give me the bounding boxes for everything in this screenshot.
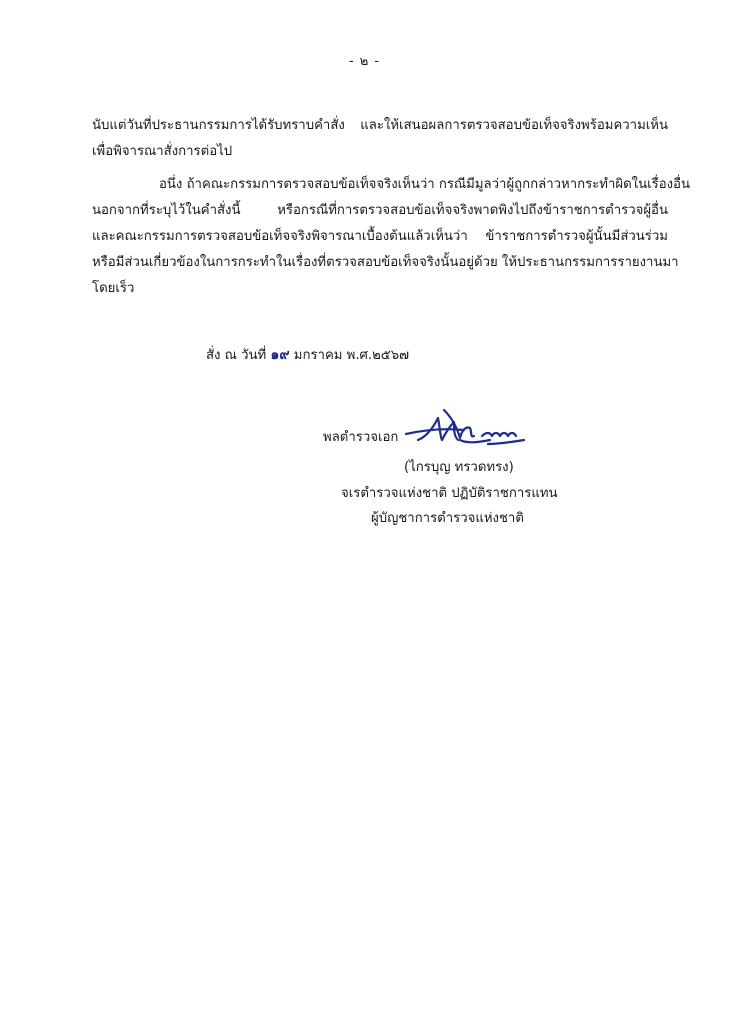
paragraph2-line-5: โดยเร็ว [92,281,135,296]
signatory-name: (ไกรบุญ ทรวดทรง) [404,460,514,475]
order-date-rest: มกราคม พ.ศ.๒๕๖๗ [293,348,410,363]
page-number: - ๒ - [348,54,381,69]
signatory-title-1: จเรตำรวจแห่งชาติ ปฏิบัติราชการแทน [341,486,558,501]
paragraph2-line-1: อนึ่ง ถ้าคณะกรรมการตรวจสอบข้อเท็จจริงเห็นว่า กรณีมีมูลว่าผู้ถูกกล่าวหากระทำผิดในเรื่องอื่น [159,177,690,192]
signatory-rank: พลตำรวจเอก [323,430,399,445]
handwritten-signature [404,406,530,456]
order-date-line [206,344,409,366]
paragraph2-line-3: และคณะกรรมการตรวจสอบข้อเท็จจริงพิจารณาเบื้องต้นแล้วเห็นว่า ข้าราชการตำรวจผู้นั้นมีส่วนร่วม [92,229,668,244]
order-date-day: ๑๙ [270,347,290,363]
paragraph2-line-2: นอกจากที่ระบุไว้ในคำสั่งนี้ หรือกรณีที่การตรวจสอบข้อเท็จจริงพาดพิงไปถึงข้าราชการตำรวจผู้อื่น [92,203,668,218]
paragraph1-line-1: นับแต่วันที่ประธานกรรมการได้รับทราบคำสั่ง และให้เสนอผลการตรวจสอบข้อเท็จจริงพร้อมความเห็น [92,118,668,133]
paragraph2-line-4: หรือมีส่วนเกี่ยวข้องในการกระทำในเรื่องที่ตรวจสอบข้อเท็จจริงนั้นอยู่ด้วย ให้ประธานกรรมการรายงานมา [92,255,679,270]
order-date-prefix: สั่ง ณ วันที่ [206,348,267,363]
signatory-title-2: ผู้บัญชาการตำรวจแห่งชาติ [371,511,524,526]
paragraph1-line-2: เพื่อพิจารณาสั่งการต่อไป [92,144,233,159]
